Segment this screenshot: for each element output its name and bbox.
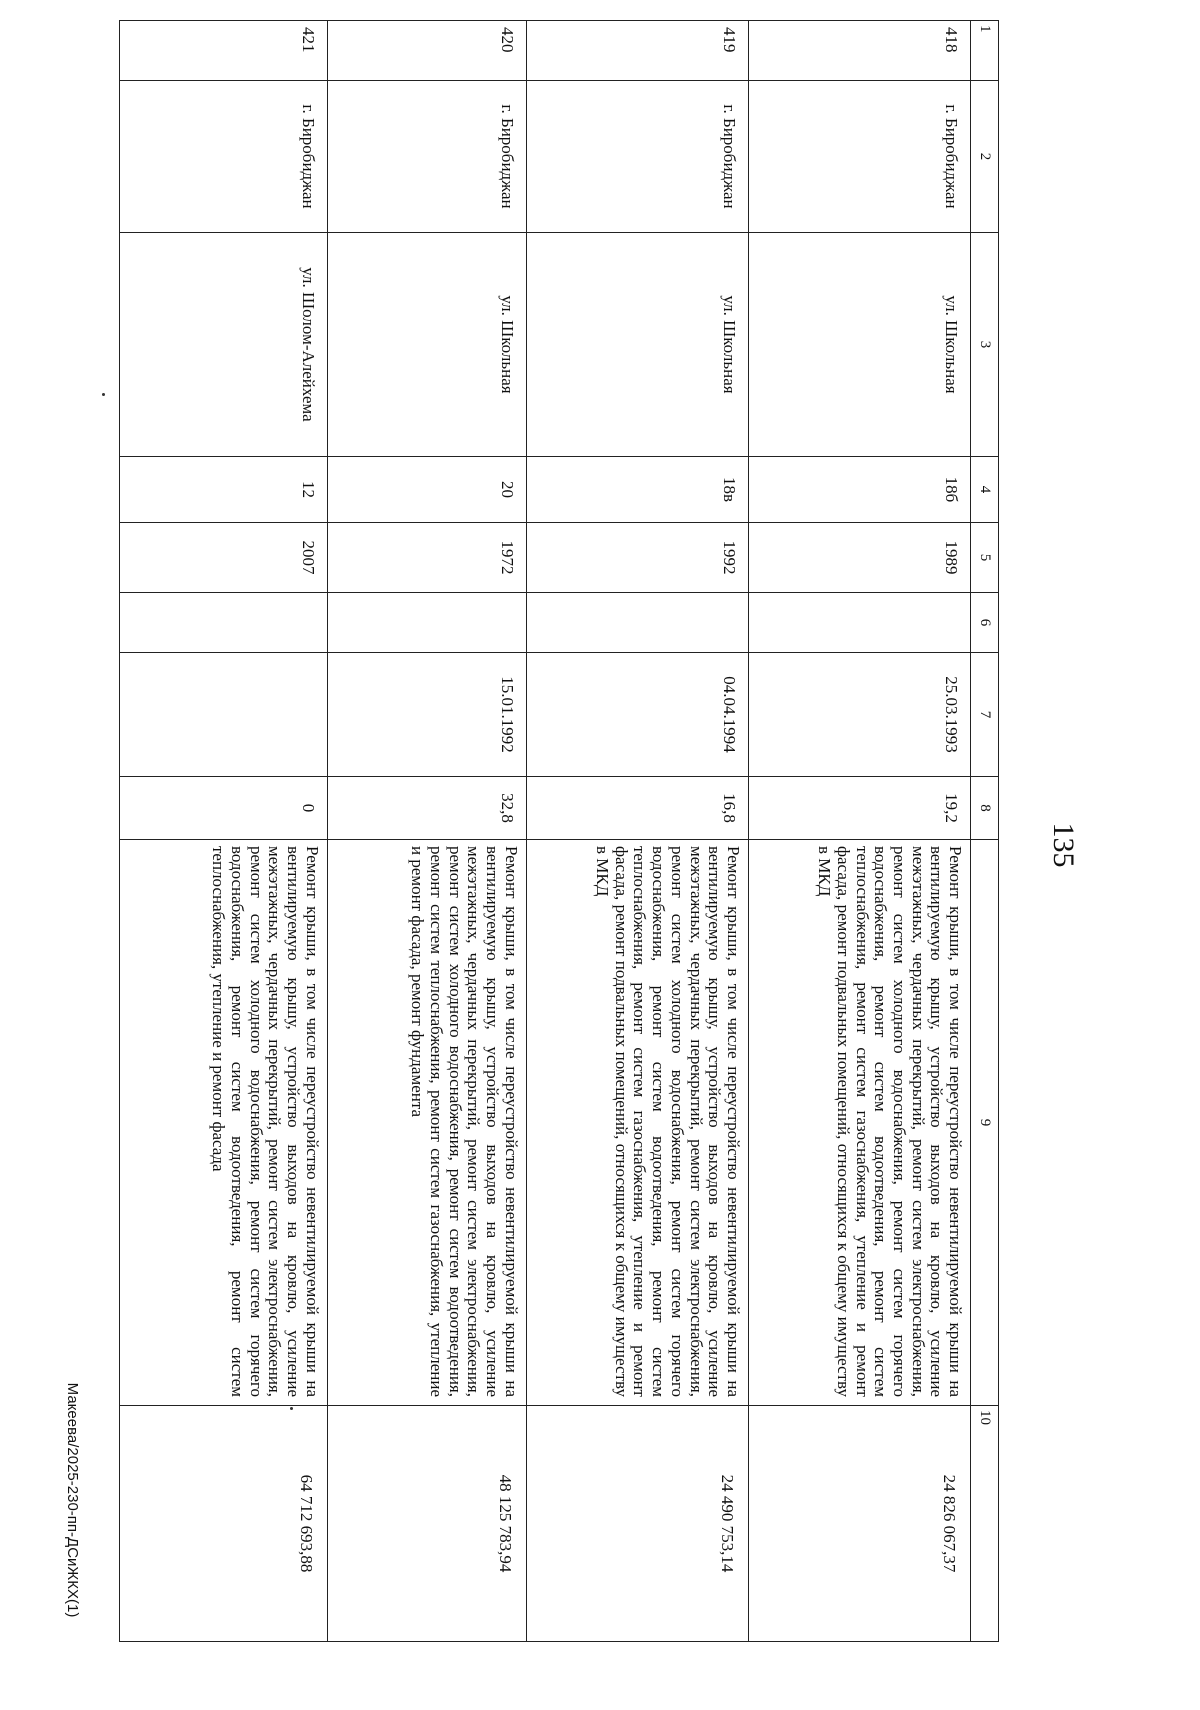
city-cell: г. Биробиджан xyxy=(526,81,748,233)
year-built-cell: 1989 xyxy=(748,523,970,593)
city-cell: г. Биробиджан xyxy=(327,81,526,233)
empty-cell xyxy=(327,593,526,653)
column-number-row xyxy=(970,21,998,1642)
city-cell: г. Биробиджан xyxy=(120,81,328,233)
house-number-cell: 18б xyxy=(748,457,970,523)
table-row xyxy=(526,21,748,1642)
column-number: 2 xyxy=(970,81,998,233)
row-number: 419 xyxy=(526,21,748,81)
street-cell: ул. Школьная xyxy=(526,233,748,457)
value-cell: 0 xyxy=(120,777,328,840)
row-number: 418 xyxy=(748,21,970,81)
street-cell: ул. Шолом-Алейхема xyxy=(120,233,328,457)
date-cell xyxy=(120,653,328,777)
column-number: 9 xyxy=(970,840,998,1406)
empty-cell xyxy=(526,593,748,653)
repair-works-cell: Ремонт крыши, в том числе переустройство невентилируемой крыши на вентилируемую крышу, устройство выходов на кровлю, усиление межэтажных, чердачных перекрытий, ремонт систем электроснабжения, ремонт систем холодного водоснабжения, ремонт систем горячего водоснабжения, ремонт систем водоотведения, ремонт систем теплоснабжения, ремонт систем газоснабжения, утепление и ремонт фасада, ремонт подвальных помещений, относящихся к общему имуществу в МКД xyxy=(526,840,748,1406)
empty-cell xyxy=(120,593,328,653)
value-cell: 32,8 xyxy=(327,777,526,840)
table-row xyxy=(748,21,970,1642)
street-cell: ул. Школьная xyxy=(327,233,526,457)
column-number: 6 xyxy=(970,593,998,653)
column-number: 1 xyxy=(970,21,998,81)
column-number: 4 xyxy=(970,457,998,523)
document-footer-reference: Макеева/2025-230-пп-ДСиЖКХ(1) xyxy=(64,1382,81,1618)
value-cell: 19,2 xyxy=(748,777,970,840)
capital-repair-table xyxy=(119,20,999,1642)
page-number: 135 xyxy=(1047,822,1080,868)
house-number-cell: 18в xyxy=(526,457,748,523)
column-number: 8 xyxy=(970,777,998,840)
repair-works-cell: Ремонт крыши, в том числе переустройство невентилируемой крыши на вентилируемую крышу, устройство выходов на кровлю, усиление межэтажных, чердачных перекрытий, ремонт систем электроснабжения, ремонт систем холодного водоснабжения, ремонт систем горячего водоснабжения, ремонт систем водоотведения, ремонт систем теплоснабжения, ремонт систем газоснабжения, утепление и ремонт фасада, ремонт подвальных помещений, относящихся к общему имуществу в МКД xyxy=(748,840,970,1406)
register-table xyxy=(119,20,999,1642)
row-number: 420 xyxy=(327,21,526,81)
column-number: 10 xyxy=(970,1406,998,1642)
value-cell: 16,8 xyxy=(526,777,748,840)
house-number-cell: 20 xyxy=(327,457,526,523)
table-row xyxy=(327,21,526,1642)
repair-works-cell: Ремонт крыши, в том числе переустройство невентилируемой крыши на вентилируемую крышу, устройство выходов на кровлю, усиление межэтажных, чердачных перекрытий, ремонт систем электроснабжения, ремонт систем холодного водоснабжения, ремонт систем горячего водоснабжения, ремонт систем водоотведения, ремонт систем теплоснабжения, утепление и ремонт фасада xyxy=(120,840,328,1406)
column-number: 3 xyxy=(970,233,998,457)
house-number-cell: 12 xyxy=(120,457,328,523)
date-cell: 15.01.1992 xyxy=(327,653,526,777)
year-built-cell: 2007 xyxy=(120,523,328,593)
table-row xyxy=(120,21,328,1642)
date-cell: 25.03.1993 xyxy=(748,653,970,777)
cost-cell: 48 125 783,94 xyxy=(327,1406,526,1642)
cost-cell: 24 826 067,37 xyxy=(748,1406,970,1642)
cost-cell: 64 712 693,88 xyxy=(120,1406,328,1642)
year-built-cell: 1972 xyxy=(327,523,526,593)
repair-works-cell: Ремонт крыши, в том числе переустройство невентилируемой крыши на вентилируемую крышу, устройство выходов на кровлю, усиление межэтажных, чердачных перекрытий, ремонт систем электроснабжения, ремонт систем холодного водоснабжения, ремонт систем водоотведения, ремонт систем теплоснабжения, ремонт систем газоснабжения, утепление и ремонт фасада, ремонт фундамента xyxy=(327,840,526,1406)
column-number: 7 xyxy=(970,653,998,777)
year-built-cell: 1992 xyxy=(526,523,748,593)
column-number: 5 xyxy=(970,523,998,593)
date-cell: 04.04.1994 xyxy=(526,653,748,777)
empty-cell xyxy=(748,593,970,653)
cost-cell: 24 490 753,14 xyxy=(526,1406,748,1642)
scan-dot xyxy=(102,393,105,396)
city-cell: г. Биробиджан xyxy=(748,81,970,233)
row-number: 421 xyxy=(120,21,328,81)
street-cell: ул. Школьная xyxy=(748,233,970,457)
